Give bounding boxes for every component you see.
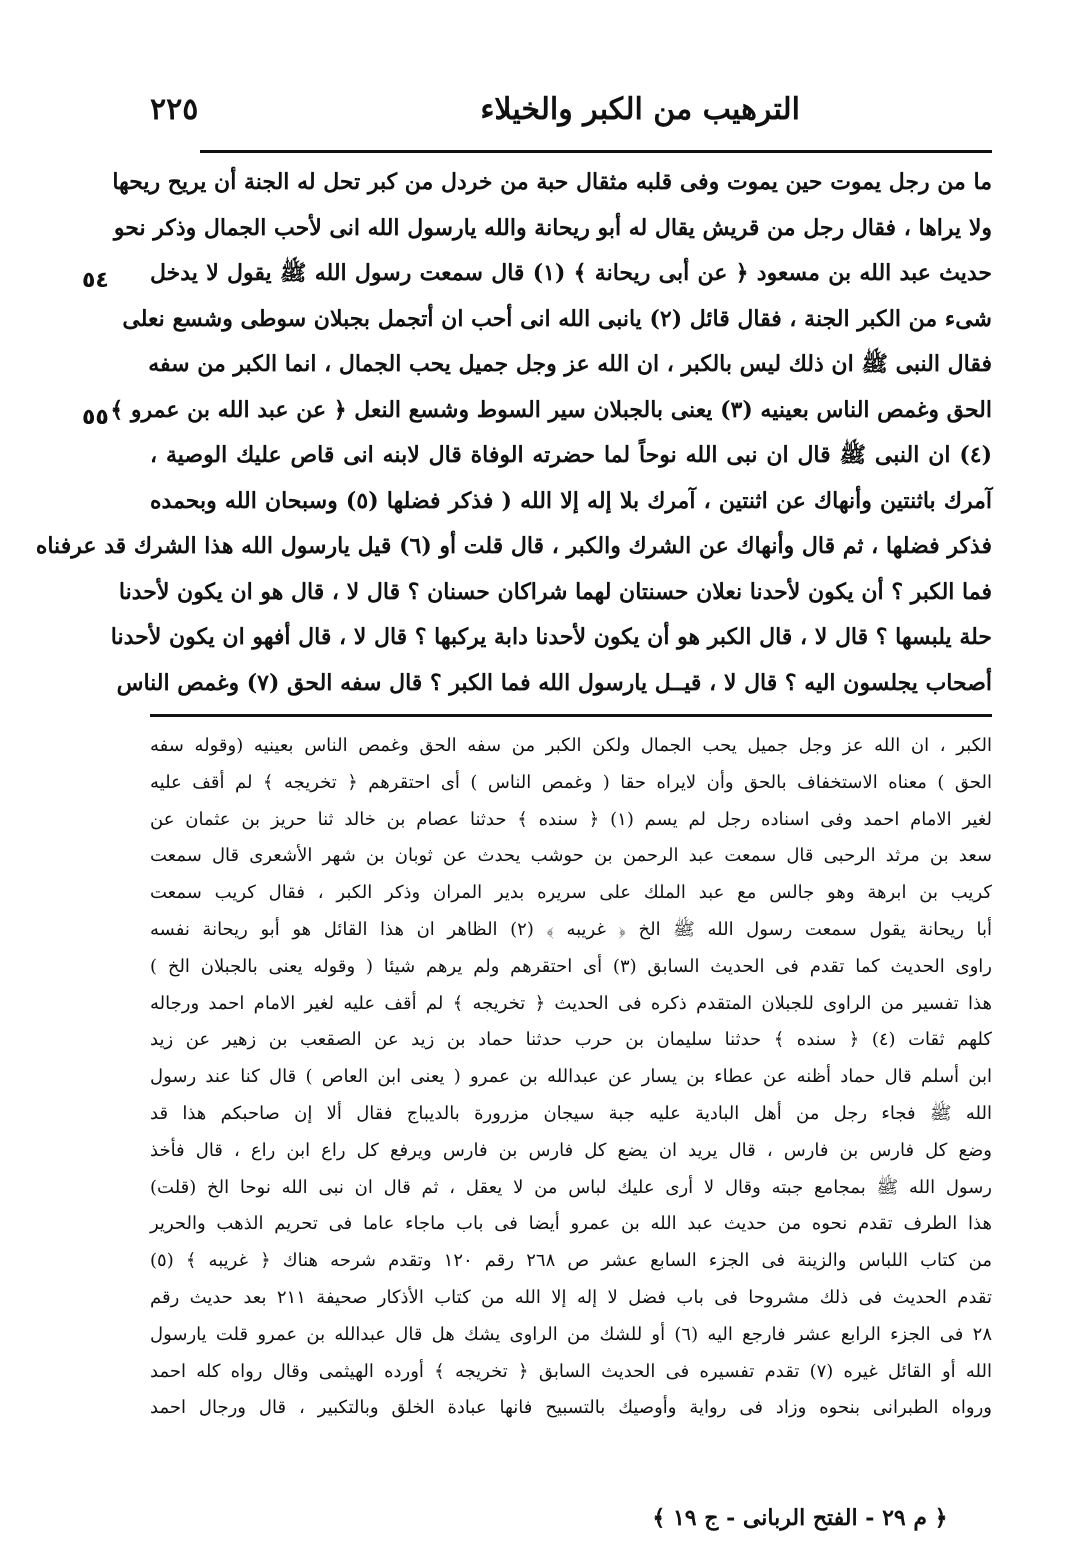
footnote-line: من كتاب اللباس والزينة فى الجزء السابع عشر ص ٢٦٨ رقم ١٢٠ وتقدم شرحه هناك ﴿ غريبه ﴾ (٥) (150, 1250, 992, 1272)
footnote-line: هذا الطرف تقدم نحوه من حديث عبد الله بن عمرو أيضا فى باب ماجاء عاما فى تحريم الذهب والحرير (150, 1213, 992, 1235)
footnote-line: الله ﷺ فجاء رجل من أهل البادية عليه جبة سيجان مزرورة بالديباج فقال ألا إن صاحبكم هذا قد (150, 1102, 992, 1124)
footnote-line: ابن أسلم قال حماد أظنه عن عطاء بن يسار عن عبدالله بن عمرو ( يعنى ابن العاص ) قال كنا عند رسول (150, 1066, 992, 1088)
footnote-line: هذا تفسير من الراوى للجبلان المتقدم ذكره فى الحديث ﴿ تخريجه ﴾ لم أقف عليه لغير الامام احمد ورجاله (150, 992, 992, 1014)
footnote-line: سعد بن مرثد الرحبى قال سمعت عبد الرحمن بن حوشب يحدث عن ثوبان بن شهر الأشعرى قال سمعت (150, 845, 992, 867)
footnote-line: ٢٨ فى الجزء الرابع عشر فارجع اليه (٦) أو للشك من الراوى يشك هل قال عبدالله بن عمرو قلت يارسول (150, 1323, 992, 1345)
footnote-line: راوى الحديث كما تقدم فى الحديث السابق (٣) أى احتقرهم ولم يرهم شيئا ( وقوله يعنى بالجبلان الخ ) (150, 955, 992, 977)
running-title: الترهيب من الكبر والخيلاء (480, 92, 800, 127)
margin-hadith-number: ٥٤ (82, 268, 109, 293)
text-line: (٤) ان النبى ﷺ قال ان نبى الله نوحاً لما حضرته الوفاة قال لابنه انى قاص عليك الوصية ، (150, 442, 992, 468)
text-line: أصحاب يجلسون اليه ؟ قال لا ، قيــل يارسول الله فما الكبر ؟ قال سفه الحق (٧) وغمص الناس (116, 669, 992, 696)
text-line: الحق وغمص الناس بعينيه (٣) يعنى بالجبلان سير السوط وشسع النعل ﴿ عن عبد الله بن عمرو ﴾ (110, 396, 992, 423)
text-line: فذكر فضلها ، ثم قال وأنهاك عن الشرك والكبر ، قال قلت أو (٦) قيل يارسول الله هذا الشرك قد عرفناه (35, 533, 992, 559)
footnote-line: كلهم ثقات (٤) ﴿ سنده ﴾ حدثنا سليمان بن حرب حدثنا حماد بن زيد عن الصقعب بن زهير عن زيد (150, 1029, 992, 1051)
footnote-line: رسول الله ﷺ بمجامع جبته وقال لا أرى عليك لباس من لا يعقل ، ثم قال ان نبى الله نوحا الخ (قلت) (150, 1176, 992, 1198)
footnote-line: تقدم الحديث فى ذلك مشروحا فى باب فضل لا إله إلا الله من كتاب الأذكار صحيفة ٢١١ بعد حديث رقم (150, 1286, 993, 1308)
header-rule (200, 150, 992, 153)
text-line: فما الكبر ؟ أن يكون لأحدنا نعلان حسنتان لهما شراكان حسنان ؟ قال لا ، قال هو ان يكون لأحدنا (118, 578, 992, 605)
margin-hadith-number: ٥٥ (82, 405, 109, 430)
footnote-line: الحق ) معناه الاستخفاف بالحق وأن لايراه حقا ( وغمص الناس ) أى احتقرهم ﴿ تخريجه ﴾ لم أقف عليه (150, 771, 992, 793)
footnote-line: أبا ريحانة يقول سمعت رسول الله ﷺ الخ ﴿ غريبه ﴾ (٢) الظاهر ان هذا القائل هو أبو ريحانة نفسه (150, 918, 992, 940)
text-line: حلة يلبسها ؟ قال لا ، قال الكبر هو أن يكون لأحدنا دابة يركبها ؟ قال لا ، قال أفهو ان يكون لأحدنا (110, 624, 992, 650)
page-header (150, 92, 990, 136)
footnote-line: وضع كل فارس بن فارس ، قال يريد ان يضع كل فارس بن فارس ويرفع كل راع ابن راع ، قال فأخذ (150, 1139, 992, 1161)
footnote-line: كريب بن ابرهة وهو جالس مع عبد الملك على سريره بدير المران وذكر الكبر ، فقال كريب سمعت (150, 882, 992, 904)
text-line: حديث عبد الله بن مسعود ﴿ عن أبى ريحانة ﴾ (١) قال سمعت رسول الله ﷺ يقول لا يدخل (150, 260, 992, 286)
footnotes (150, 728, 992, 1427)
text-line: ولا يراها ، فقال رجل من قريش يقال له أبو ريحانة والله يارسول الله انى لأحب الجمال وذكر نحو (113, 214, 992, 241)
text-line: فقال النبى ﷺ ان ذلك ليس بالكبر ، ان الله عز وجل جميل يحب الجمال ، انما الكبر من سفه (148, 351, 992, 377)
printer-signature: ﴿ م ٢٩ - الفتح الربانى - ج ١٩ ﴾ (652, 1505, 948, 1531)
footnote-line: الكبر ، ان الله عز وجل جميل يحب الجمال ولكن الكبر من سفه الحق وغمص الناس بعينيه (وقوله سفه (150, 735, 992, 756)
footnote-line: الله أو القائل غيره (٧) تقدم تفسيره فى الحديث السابق ﴿ تخريجه ﴾ أورده الهيثمى وقال رواه كله احمد (150, 1360, 992, 1382)
footnote-separator (150, 714, 992, 717)
footnote-line: ورواه الطبرانى بنحوه وزاد فى رواية وأوصيك بالتسبيح فانها عبادة الخلق وبالتكبير ، قال ورجال احمد (150, 1397, 992, 1419)
text-line: شىء من الكبر الجنة ، فقال قائل (٢) يانبى الله انى أحب ان أتجمل بجبلان سوطى وشسع نعلى (122, 305, 992, 332)
text-line: ما من رجل يموت حين يموت وفى قلبه مثقال حبة من خردل من كبر تحل له الجنة أن يريح ريحها (112, 169, 992, 195)
text-line: آمرك باثنتين وأنهاك عن اثنتين ، آمرك بلا إله إلا الله ( فذكر فضلها (٥) وسبحان الله وبحمده (150, 487, 993, 514)
footnote-line: لغير الامام احمد وفى اسناده رجل لم يسم (١) ﴿ سنده ﴾ حدثنا عصام بن خالد ثنا حريز بن عثمان عن (150, 808, 992, 830)
page-number: ٢٢٥ (150, 92, 199, 127)
